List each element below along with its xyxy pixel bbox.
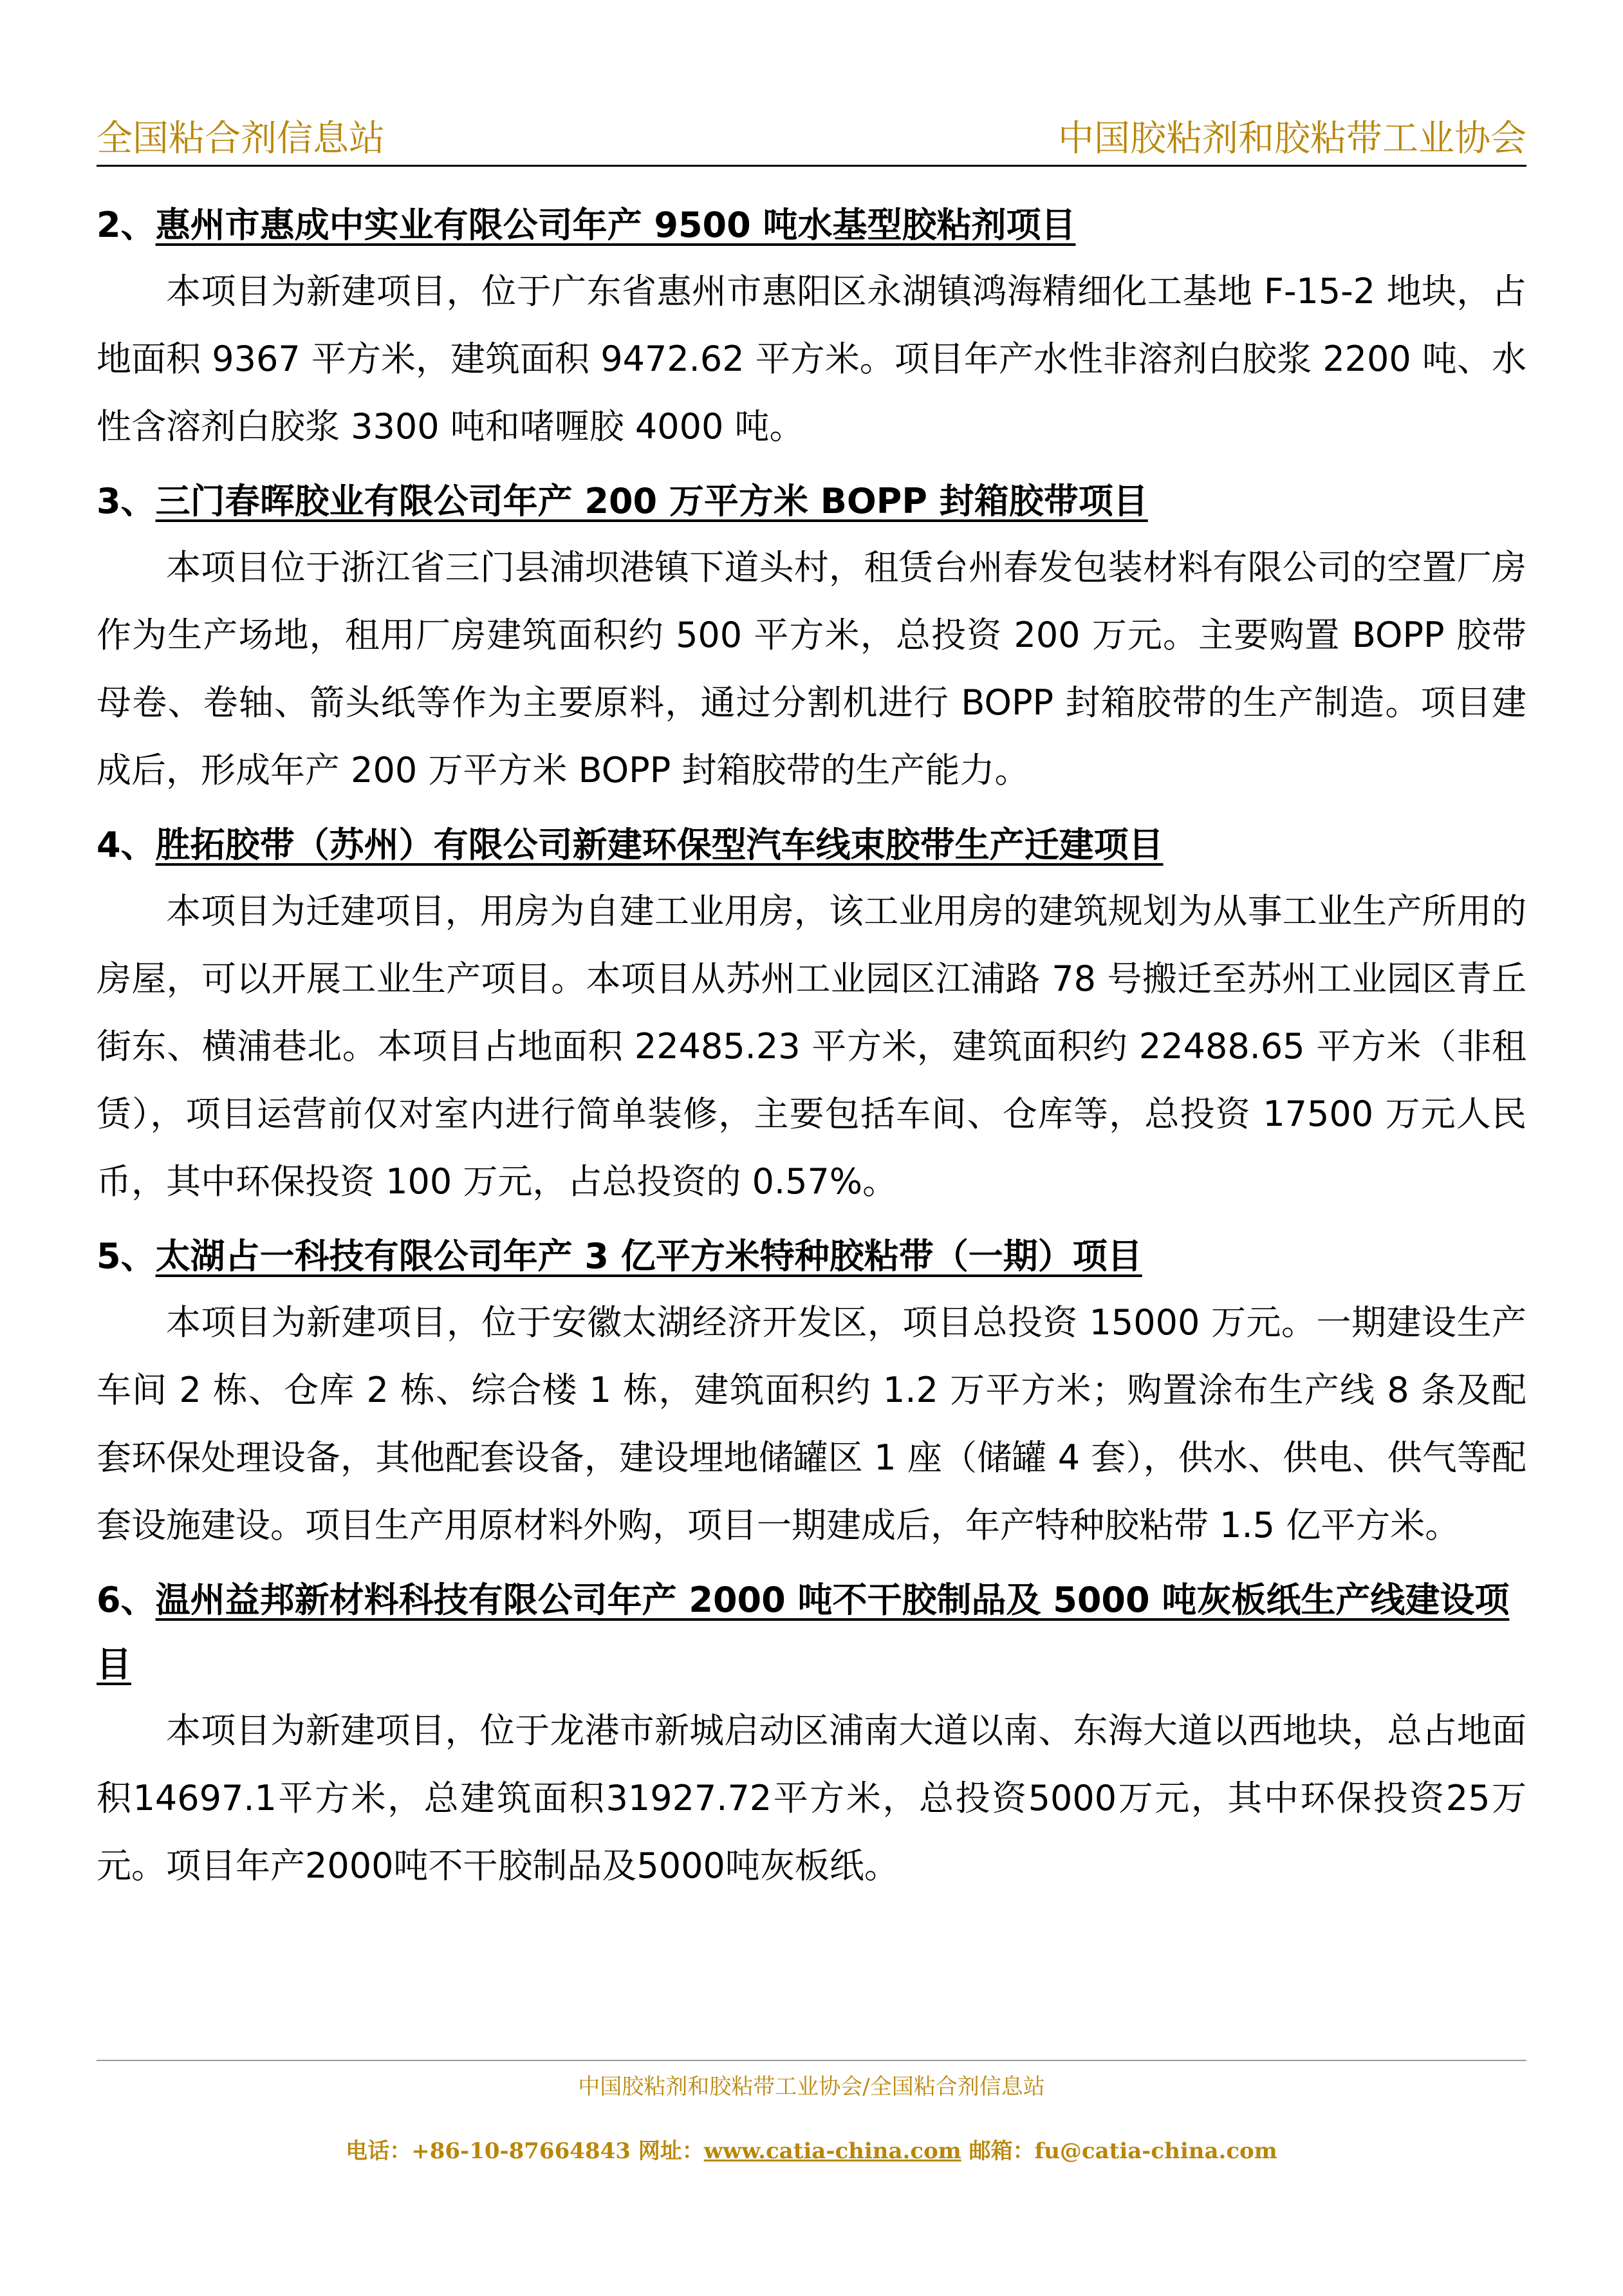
section-paragraph: 本项目为迁建项目，用房为自建工业用房，该工业用房的建筑规划为从事工业生产所用的房屋，可以开展工业生产项目。本项目从苏州工业园区江浦路 78 号搬迁至苏州工业园区青丘街东、横浦巷北。本项目占地面积 22485.23 平方米，建筑面积约 22488.65 平方米（非租赁），项目运营前仅对室内进行简单装修，主要包括车间、仓库等，总投资 17500 万元人民币，其中环保投资 100 万元，占总投资的 0.57%。 <box>97 891 1526 1202</box>
email-address: fu@catia-china.com <box>1034 2138 1277 2164</box>
section-heading <box>97 1568 1526 1697</box>
website-link[interactable]: www.catia-china.com <box>703 2138 961 2164</box>
page-footer <box>97 2060 1526 2170</box>
section-heading <box>97 193 1526 257</box>
phone-label: 电话： <box>346 2138 412 2164</box>
section-heading <box>97 1224 1526 1289</box>
section-number: 6、 <box>97 1580 156 1620</box>
section-paragraph: 本项目为新建项目，位于安徽太湖经济开发区，项目总投资 15000 万元。一期建设生产车间 2 栋、仓库 2 栋、综合楼 1 栋，建筑面积约 1.2 万平方米；购置涂布生产线 8 条及配套环保处理设备，其他配套设备，建设埋地储罐区 1 座（储罐 4 套），供水、供电、供气等配套设施建设。项目生产用原材料外购，项目一期建成后，年产特种胶粘带 1.5 亿平方米。 <box>97 1302 1526 1545</box>
section-title: 太湖占一科技有限公司年产 3 亿平方米特种胶粘带（一期）项目 <box>155 1236 1142 1276</box>
section-heading <box>97 813 1526 877</box>
header-site-name: 全国粘合剂信息站 <box>97 118 385 160</box>
section-paragraph: 本项目为新建项目，位于广东省惠州市惠阳区永湖镇鸿海精细化工基地 F-15-2 地块，占地面积 9367 平方米，建筑面积 9472.62 平方米。项目年产水性非溶剂白胶浆 2200 吨、水性含溶剂白胶浆 3300 吨和啫喱胶 4000 吨。 <box>97 271 1526 447</box>
header-association-name: 中国胶粘剂和胶粘带工业协会 <box>1058 118 1526 160</box>
section-number: 2、 <box>97 205 156 245</box>
section-title: 温州益邦新材料科技有限公司年产 2000 吨不干胶制品及 5000 吨灰板纸生产线建设项目 <box>97 1580 1510 1685</box>
footer-contact <box>97 2132 1526 2170</box>
website-label: 网址： <box>638 2138 704 2164</box>
section-title: 胜拓胶带（苏州）有限公司新建环保型汽车线束胶带生产迁建项目 <box>155 825 1164 865</box>
section-number: 5、 <box>97 1236 156 1276</box>
page-header <box>97 113 1526 167</box>
section-title: 三门春晖胶业有限公司年产 200 万平方米 BOPP 封箱胶带项目 <box>155 481 1148 521</box>
project-section <box>97 1568 1526 1899</box>
project-section <box>97 1224 1526 1559</box>
project-section <box>97 193 1526 460</box>
document-body <box>97 193 1526 1909</box>
section-title: 惠州市惠成中实业有限公司年产 9500 吨水基型胶粘剂项目 <box>155 205 1076 245</box>
phone-number: +86-10-87664843 <box>411 2138 631 2164</box>
footer-organization: 中国胶粘剂和胶粘带工业协会/全国粘合剂信息站 <box>578 2074 1045 2100</box>
email-label: 邮箱： <box>969 2138 1035 2164</box>
section-number: 4、 <box>97 825 156 865</box>
project-section <box>97 813 1526 1215</box>
section-heading <box>97 469 1526 534</box>
project-section <box>97 469 1526 804</box>
section-number: 3、 <box>97 481 156 521</box>
section-paragraph: 本项目位于浙江省三门县浦坝港镇下道头村，租赁台州春发包装材料有限公司的空置厂房作为生产场地，租用厂房建筑面积约 500 平方米，总投资 200 万元。主要购置 BOPP 胶带母卷、卷轴、箭头纸等作为主要原料，通过分割机进行 BOPP 封箱胶带的生产制造。项目建成后，形成年产 200 万平方米 BOPP 封箱胶带的生产能力。 <box>97 547 1526 790</box>
section-paragraph: 本项目为新建项目，位于龙港市新城启动区浦南大道以南、东海大道以西地块，总占地面积14697.1平方米，总建筑面积31927.72平方米，总投资5000万元，其中环保投资25万元。项目年产2000吨不干胶制品及5000吨灰板纸。 <box>97 1710 1526 1886</box>
